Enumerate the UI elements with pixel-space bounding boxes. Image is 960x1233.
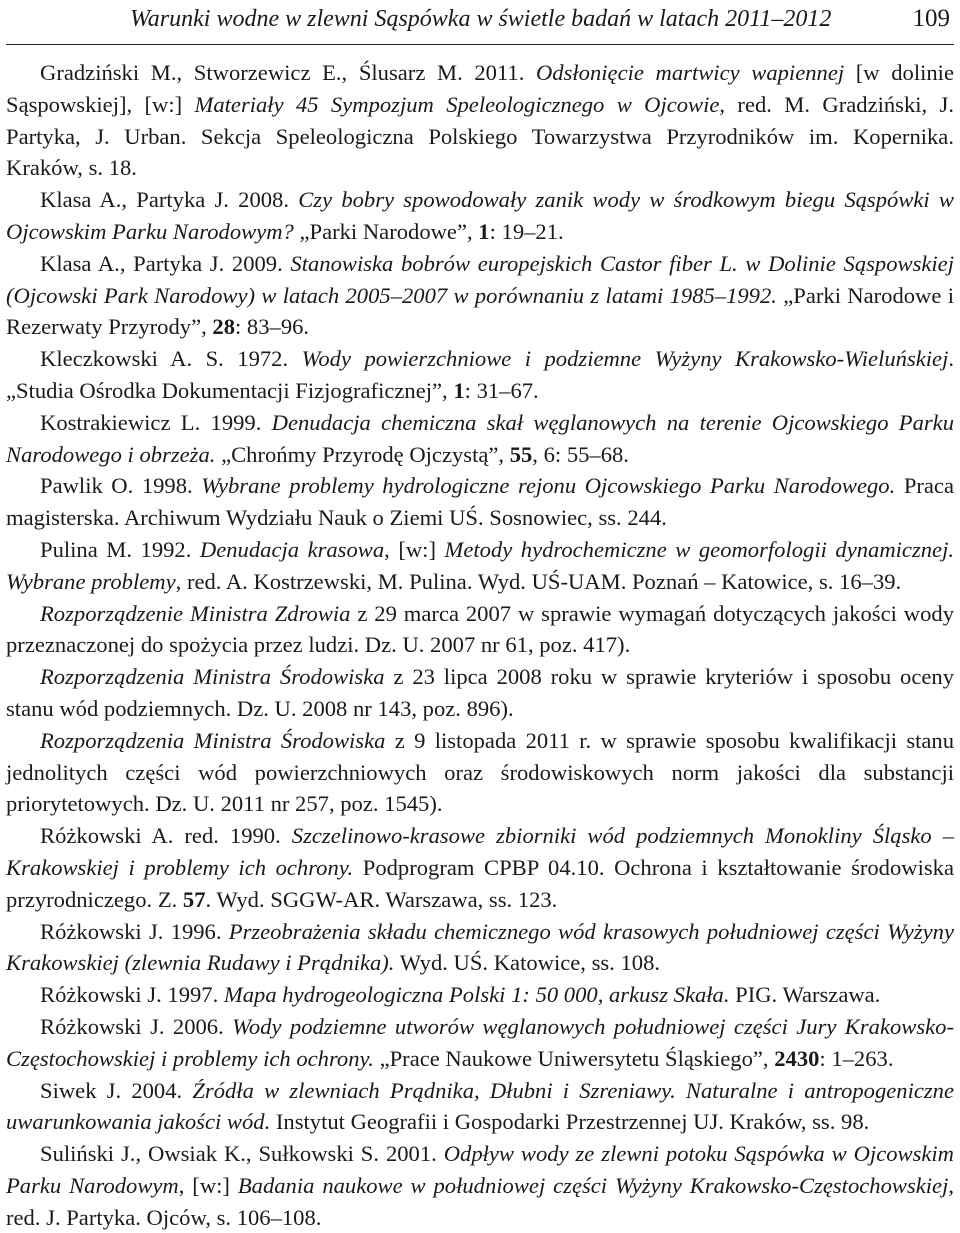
reference-text: Pulina M. 1992.	[40, 536, 200, 562]
reference-title: Czy bobry spowodowały zanik wody w środkowym biegu Sąspówki w Ojcowskim Parku Narodowym?	[6, 187, 954, 244]
reference-text: Gradziński M., Stworzewicz E., Ślusarz M. 2011.	[40, 60, 536, 85]
reference-entry	[6, 916, 954, 980]
reference-title: Wody powierzchniowe i podziemne Wyżyny Krakowsko-Wieluńskiej	[301, 346, 949, 372]
reference-text: „Prace Naukowe Uniwersytetu Śląskiego”,	[373, 1045, 775, 1071]
reference-text: : 1–263.	[819, 1045, 894, 1071]
reference-text: [w dolinie Sąspowskiej], [w:]	[6, 60, 954, 117]
reference-title: Odpływ wody ze zlewni potoku Sąspówka w Ojcowskim Parku Narodowym	[6, 1141, 954, 1198]
reference-text: Kleczkowski A. S. 1972.	[40, 346, 302, 372]
reference-entry	[6, 57, 954, 184]
reference-entry	[6, 1075, 954, 1139]
reference-title: Przeobrażenia składu chemicznego wód krasowych południowej części Wyżyny Krakowskiej (zlewnia Rudawy i Prądnika).	[6, 918, 954, 976]
reference-text: PIG. Warszawa.	[729, 982, 881, 1008]
reference-text: Siwek J. 2004.	[40, 1077, 193, 1103]
reference-title: Rozporządzenia Ministra Środowiska	[40, 727, 386, 753]
reference-entry	[6, 534, 954, 598]
reference-text: , red. M. Gradziński, J. Partyka, J. Urban. Sekcja Speleologiczna Polskiego Towarzystwa Przyrodników im. Kopernika. Kraków, s. 18.	[6, 91, 954, 181]
reference-title: Mapa hydrogeologiczna Polski 1: 50 000, arkusz Skała.	[223, 982, 730, 1008]
reference-text: Podprogram CPBP 04.10. Ochrona i kształtowanie środowiska przyrodniczego. Z.	[6, 854, 954, 912]
reference-volume: 2430	[774, 1045, 820, 1071]
reference-text: Suliński J., Owsiak K., Sułkowski S. 2001.	[40, 1141, 444, 1167]
reference-text: , red. J. Partyka. Ojców, s. 106–108.	[6, 1172, 955, 1230]
reference-text: : 19–21.	[489, 218, 564, 244]
reference-text: z 29 marca 2007 w sprawie wymagań dotyczących jakości wody przeznaczonej do spożycia przez ludzi. Dz. U. 2007 nr 61, poz. 417).	[6, 600, 954, 658]
reference-text: Instytut Geografii i Gospodarki Przestrzennej UJ. Kraków, ss. 98.	[270, 1109, 870, 1135]
reference-text: Różkowski J. 1997.	[40, 982, 224, 1008]
reference-entry	[6, 343, 954, 407]
reference-text: , red. A. Kostrzewski, M. Pulina. Wyd. UŚ-UAM. Poznań – Katowice, s. 16–39.	[175, 568, 902, 594]
reference-text: Klasa A., Partyka J. 2009.	[40, 250, 291, 276]
reference-text: , [w:]	[384, 536, 445, 562]
reference-volume: 55	[509, 441, 533, 467]
reference-entry	[6, 598, 954, 662]
reference-text: „Parki Narodowe”,	[293, 218, 479, 244]
running-header	[6, 0, 954, 45]
reference-text: Klasa A., Partyka J. 2008.	[40, 187, 299, 213]
reference-title: Odsłonięcie martwicy wapiennej	[535, 60, 856, 85]
reference-title: Metody hydrochemiczne w geomorfologii dynamicznej. Wybrane problemy	[6, 536, 955, 594]
reference-volume: 1	[478, 218, 490, 244]
reference-text: Kostrakiewicz L. 1999.	[40, 409, 272, 435]
reference-entry	[6, 661, 954, 725]
reference-text: Wyd. UŚ. Katowice, ss. 108.	[394, 950, 661, 976]
reference-text: Pawlik O. 1998.	[40, 473, 202, 499]
reference-entry	[6, 1138, 954, 1233]
reference-title: Źródła w zlewniach Prądnika, Dłubni i Szreniawy. Naturalne i antropogeniczne uwarunkowania jakości wód.	[6, 1077, 954, 1135]
reference-title: Denudacja chemiczna skał węglanowych na terenie Ojcowskiego Parku Narodowego i obrzeża.	[6, 409, 954, 467]
reference-entry	[6, 470, 954, 534]
reference-title: Badania naukowe w południowej części Wyżyny Krakowsko-Częstochowskiej	[237, 1172, 949, 1198]
reference-text: : 31–67.	[464, 377, 539, 403]
reference-volume: 28	[212, 314, 235, 340]
reference-text: Różkowski A. red. 1990.	[40, 823, 292, 849]
reference-title: Materiały 45 Sympozjum Speleologicznego w Ojcowie	[194, 91, 720, 117]
reference-text: , [w:]	[178, 1172, 238, 1198]
reference-text: Różkowski J. 1996.	[40, 918, 229, 944]
reference-title: Rozporządzenie Ministra Zdrowia	[40, 600, 351, 626]
reference-entry	[6, 407, 954, 471]
reference-text: Różkowski J. 2006.	[40, 1013, 233, 1039]
reference-text: . Wyd. SGGW-AR. Warszawa, ss. 123.	[205, 886, 558, 912]
reference-title: Denudacja krasowa	[199, 536, 385, 562]
reference-volume: 57	[182, 886, 206, 912]
running-title: Warunki wodne w zlewni Sąspówka w świetle badań w latach 2011–2012	[130, 6, 832, 32]
reference-text: , 6: 55–68.	[532, 441, 629, 467]
reference-list	[6, 57, 954, 1233]
reference-title: Stanowiska bobrów europejskich Castor fiber L. w Dolinie Sąspowskiej (Ojcowski Park Narodowy) w latach 2005–2007 w porównaniu z latami 1985–1992.	[6, 250, 954, 308]
reference-title: Szczelinowo-krasowe zbiorniki wód podziemnych Monokliny Śląsko – Krakowskiej i problemy ich ochrony.	[6, 823, 954, 880]
reference-text: : 83–96.	[235, 314, 310, 340]
reference-text: „Chrońmy Przyrodę Ojczystą”,	[215, 441, 510, 467]
reference-entry	[6, 820, 954, 915]
reference-text: . „Studia Ośrodka Dokumentacji Fizjograficznej”,	[6, 346, 954, 403]
reference-text: z 9 listopada 2011 r. w sprawie sposobu kwalifikacji stanu jednolitych części wód powierzchniowych oraz środowiskowych norm jakości dla substancji priorytetowych. Dz. U. 2011 nr 257, poz. 1545).	[6, 727, 955, 817]
reference-text: z 23 lipca 2008 roku w sprawie kryteriów i sposobu oceny stanu wód podziemnych. Dz. U. 2008 nr 143, poz. 896).	[6, 664, 954, 721]
reference-entry	[6, 1011, 954, 1075]
reference-entry	[6, 979, 954, 1011]
reference-entry	[6, 184, 954, 248]
reference-text: „Parki Narodowe i Rezerwaty Przyrody”,	[6, 282, 954, 340]
reference-entry	[6, 725, 954, 820]
reference-text: Praca magisterska. Archiwum Wydziału Nauk o Ziemi UŚ. Sosnowiec, ss. 244.	[6, 473, 954, 531]
reference-volume: 1	[453, 377, 465, 403]
reference-entry	[6, 248, 954, 343]
reference-title: Rozporządzenia Ministra Środowiska	[40, 664, 385, 690]
page-number: 109	[912, 5, 950, 32]
reference-title: Wody podziemne utworów węglanowych południowej części Jury Krakowsko-Częstochowskiej i problemy ich ochrony.	[6, 1013, 954, 1071]
reference-title: Wybrane problemy hydrologiczne rejonu Ojcowskiego Parku Narodowego.	[201, 473, 896, 499]
